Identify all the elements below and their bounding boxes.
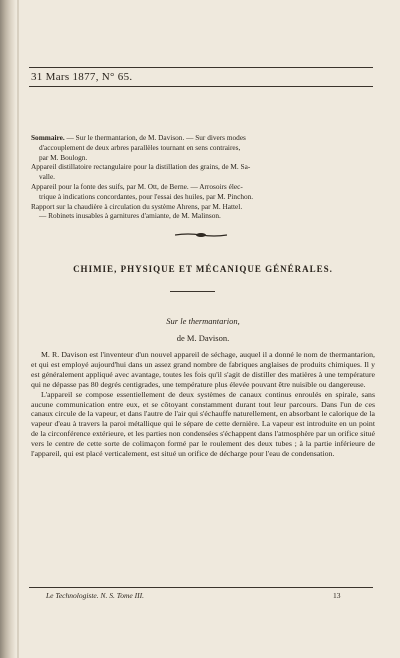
summary-line: Sommaire. — Sur le thermantarion, de M. Davison. — Sur divers modes: [31, 133, 246, 142]
summary-line: Appareil distillatoire rectangulaire pour la distillation des grains, de M. Sa-: [31, 162, 251, 172]
page-edge: [17, 0, 19, 658]
summary-line: — Robinets inusables à garnitures d'amiante, de M. Malinson.: [39, 211, 221, 221]
header-rule-bottom: [29, 86, 373, 87]
summary-label: Sommaire.: [31, 133, 65, 142]
paragraph: L'appareil se compose essentiellement de deux systèmes de canaux continus enroulés en spirale, sans aucune communication entre eux, et se côtoyant constamment durant tout leur parcours. Dans l'un de ces canaux circule de la vapeur, et dans l'autre de l'air qui s'échauffe naturellement, en absorbant le calorique de la vapeur d'eau à travers la paroi métallique qui le sépare de cette dernière. La vapeur est introduite en un point de la circonférence extérieure, et les parties non condensées s'échappent dans l'atmosphère par un orifice situé vers le centre de cette sorte de colimaçon formé par le roulement des deux tubes ; à la partie inférieure de l'appareil, qui est placé verticalement, est situé un orifice de décharge pour l'eau de condensation.: [31, 389, 375, 459]
section-title: CHIMIE, PHYSIQUE ET MÉCANIQUE GÉNÉRALES.: [73, 264, 333, 274]
ornament-divider: [175, 230, 227, 240]
book-spine-shadow: [0, 0, 16, 658]
issue-date: 31 Mars 1877, N° 65.: [31, 71, 133, 83]
section-rule: [170, 291, 215, 292]
header-rule-top: [29, 67, 373, 68]
summary-line: par M. Boulogn.: [39, 152, 88, 162]
summary-line: Appareil pour la fonte des suifs, par M. Ott, de Berne. — Arrosoirs élec-: [31, 181, 243, 191]
article-subtitle: Sur le thermantarion,: [166, 316, 240, 326]
summary-line: Rapport sur la chaudière à circulation du système Ahrens, par M. Hattel.: [31, 201, 243, 211]
summary-block: [31, 133, 375, 221]
journal-footer: Le Technologiste. N. S. Tome III.: [46, 591, 144, 600]
article-byline: de M. Davison.: [176, 333, 230, 343]
paragraph: M. R. Davison est l'inventeur d'un nouvel appareil de séchage, auquel il a donné le nom de thermantarion, et qui est employé aujourd'hui dans un assez grand nombre de fabriques anglaises de produits chimiques. Il y est généralement appliqué avec avantage, toutes les fois qu'il s'agit de distiller des matières à une température qui ne dépasse pas 80 degrés centigrades, une température plus élevée pouvant être nuisible ou dangereuse.: [31, 350, 375, 389]
footer-rule: [29, 587, 373, 588]
article-body: [31, 350, 375, 459]
summary-line: valle.: [39, 172, 56, 182]
summary-line: trique à indications concordantes, pour l'essai des huiles, par M. Pinchon.: [39, 191, 254, 201]
summary-line: d'accouplement de deux arbres parallèles tournant en sens contraires,: [39, 142, 241, 152]
page-number: 13: [333, 591, 341, 600]
